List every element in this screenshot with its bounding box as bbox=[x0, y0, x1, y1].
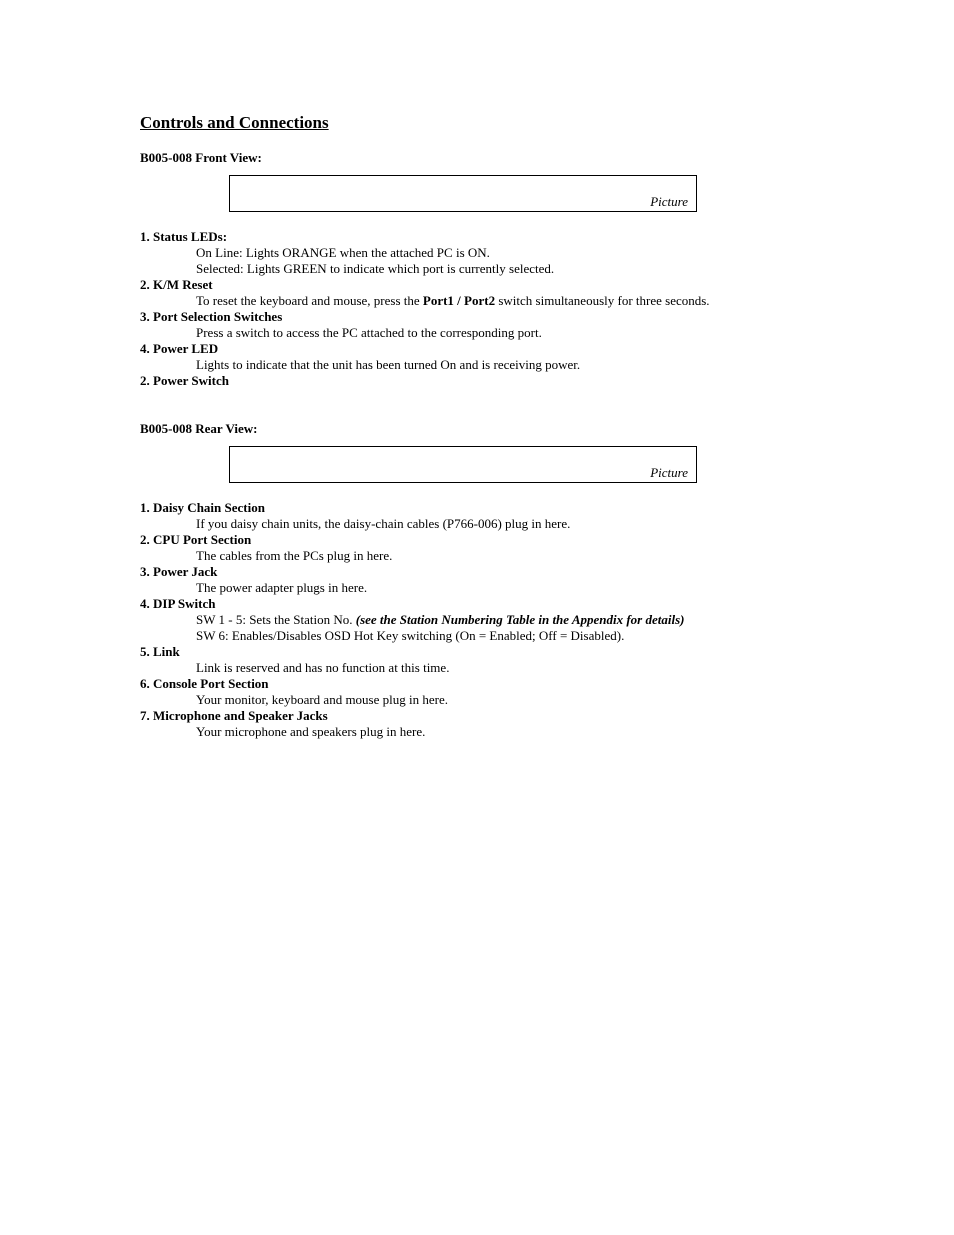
km-reset-desc-prefix: To reset the keyboard and mouse, press the bbox=[196, 293, 423, 308]
front-item-port-selection: 3. Port Selection Switches bbox=[140, 309, 283, 324]
rear-view-heading: B005-008 Rear View: bbox=[140, 421, 258, 436]
front-item-port-selection-desc: Press a switch to access the PC attached to the corresponding port. bbox=[196, 325, 542, 340]
rear-item-cpu-port: 2. CPU Port Section bbox=[140, 532, 252, 547]
front-item-power-led-desc: Lights to indicate that the unit has been turned On and is receiving power. bbox=[196, 357, 581, 372]
rear-item-power-jack-desc: The power adapter plugs in here. bbox=[196, 580, 368, 595]
front-item-status-leds-line2: Selected: Lights GREEN to indicate which port is currently selected. bbox=[196, 261, 555, 276]
rear-item-daisy-chain-desc: If you daisy chain units, the daisy-chain cables (P766-006) plug in here. bbox=[196, 516, 571, 531]
rear-view-picture bbox=[229, 446, 697, 483]
page-title: Controls and Connections bbox=[140, 113, 329, 132]
rear-item-dip-switch-sw6: SW 6: Enables/Disables OSD Hot Key switching (On = Enabled; Off = Disabled). bbox=[196, 628, 625, 643]
front-picture-label: Picture bbox=[650, 194, 688, 209]
front-item-km-reset: 2. K/M Reset bbox=[140, 277, 213, 292]
rear-item-console-port: 6. Console Port Section bbox=[140, 676, 269, 691]
front-view-list bbox=[140, 229, 840, 389]
km-reset-desc-suffix: switch simultaneously for three seconds. bbox=[495, 293, 710, 308]
rear-item-power-jack: 3. Power Jack bbox=[140, 564, 218, 579]
front-view-picture bbox=[229, 175, 697, 212]
rear-view-list bbox=[140, 500, 840, 740]
front-item-status-leds: 1. Status LEDs: bbox=[140, 229, 228, 244]
rear-picture-label: Picture bbox=[650, 465, 688, 480]
rear-item-daisy-chain: 1. Daisy Chain Section bbox=[140, 500, 265, 515]
front-item-status-leds-line1: On Line: Lights ORANGE when the attached PC is ON. bbox=[196, 245, 490, 260]
front-item-power-led: 4. Power LED bbox=[140, 341, 219, 356]
rear-item-link: 5. Link bbox=[140, 644, 180, 659]
front-view-heading: B005-008 Front View: bbox=[140, 150, 262, 165]
rear-item-dip-switch-sw1 bbox=[196, 612, 840, 628]
km-reset-switch-name: Port1 / Port2 bbox=[422, 293, 496, 308]
front-item-power-switch: 2. Power Switch bbox=[140, 373, 229, 388]
document-page bbox=[140, 113, 840, 740]
rear-item-console-port-desc: Your monitor, keyboard and mouse plug in here. bbox=[196, 692, 448, 707]
front-item-km-reset-desc bbox=[196, 293, 840, 309]
dip-sw1-note: (see the Station Numbering Table in the Appendix for details) bbox=[355, 612, 685, 627]
dip-sw1-prefix: SW 1 - 5: Sets the Station No. bbox=[196, 612, 356, 627]
rear-item-dip-switch: 4. DIP Switch bbox=[140, 596, 216, 611]
rear-item-mic-speaker-desc: Your microphone and speakers plug in here. bbox=[196, 724, 426, 739]
rear-item-mic-speaker: 7. Microphone and Speaker Jacks bbox=[140, 708, 328, 723]
rear-item-cpu-port-desc: The cables from the PCs plug in here. bbox=[196, 548, 393, 563]
rear-item-link-desc: Link is reserved and has no function at this time. bbox=[196, 660, 450, 675]
